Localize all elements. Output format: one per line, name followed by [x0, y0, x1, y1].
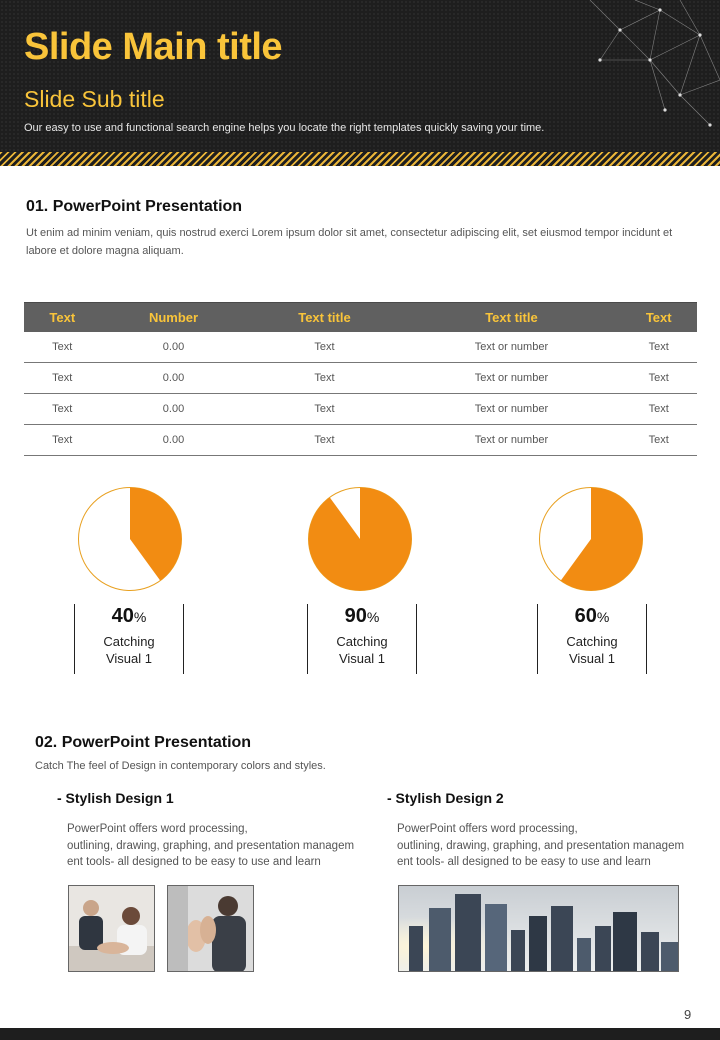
- table-cell: Text or number: [402, 394, 620, 425]
- table-cell: Text: [620, 425, 697, 456]
- table-cell: Text: [620, 363, 697, 394]
- table-cell: Text: [24, 425, 101, 456]
- table-cell: Text: [246, 425, 402, 456]
- stat-label: Catching Visual 1: [103, 634, 155, 666]
- applause-photo: [167, 885, 254, 972]
- stat-value: 60%: [574, 605, 610, 627]
- design-2-title: - Stylish Design 2: [387, 790, 504, 806]
- data-table: [24, 302, 697, 456]
- table-cell: Text or number: [402, 332, 620, 363]
- stat-label: Catching Visual 1: [566, 634, 618, 666]
- section2-subtitle: Catch The feel of Design in contemporary colors and styles.: [35, 760, 326, 772]
- design-1-body: PowerPoint offers word processing, outlining, drawing, graphing, and presentation managem ent tools- all designed to be easy to use and learn: [67, 823, 355, 868]
- table-row: [24, 425, 697, 456]
- design-1-title: - Stylish Design 1: [57, 790, 174, 806]
- stat-value: 90%: [344, 605, 380, 627]
- stat-block-3: [537, 604, 647, 674]
- page-number: 9: [684, 1007, 692, 1022]
- pie-slice: [309, 488, 412, 591]
- section1-body: Ut enim ad minim veniam, quis nostrud exerci Lorem ipsum dolor sit amet, consectetur adipiscing elit, set eiusmod tempor incidunt et labore et dolore magna aliquam.: [26, 227, 673, 257]
- table-cell: 0.00: [101, 425, 247, 456]
- table-row: [24, 363, 697, 394]
- pie-chart-3: [538, 486, 644, 592]
- section2-title: 02. PowerPoint Presentation: [35, 734, 252, 751]
- table-row: [24, 332, 697, 363]
- table-header-cell: Text title: [246, 303, 402, 332]
- header-stripe: [0, 152, 720, 166]
- table-cell: 0.00: [101, 394, 247, 425]
- design-2-body: PowerPoint offers word processing, outlining, drawing, graphing, and presentation managem ent tools- all designed to be easy to use and learn: [397, 823, 685, 868]
- city-skyline-photo: [398, 885, 679, 972]
- stat-block-2: [307, 604, 417, 674]
- business-team-photo: [68, 885, 155, 972]
- stat-block-1: [74, 604, 184, 674]
- header-banner: [0, 0, 720, 166]
- table-cell: Text: [24, 394, 101, 425]
- table-cell: 0.00: [101, 363, 247, 394]
- main-title: Slide Main title: [24, 26, 283, 68]
- sub-title: Slide Sub title: [24, 86, 165, 112]
- table-cell: Text or number: [402, 425, 620, 456]
- section1-title: 01. PowerPoint Presentation: [26, 198, 243, 215]
- table-cell: 0.00: [101, 332, 247, 363]
- pie-chart-1: [77, 486, 183, 592]
- table-cell: Text: [246, 394, 402, 425]
- table-cell: Text: [620, 332, 697, 363]
- header-description: Our easy to use and functional search engine helps you locate the right templates quickly saving your time.: [24, 122, 545, 134]
- table-header-cell: Text: [24, 303, 101, 332]
- table-row: [24, 394, 697, 425]
- stat-label: Catching Visual 1: [336, 634, 388, 666]
- table-header-row: [24, 303, 697, 332]
- table-header-cell: Text: [620, 303, 697, 332]
- network-graphic-icon: [580, 0, 720, 130]
- table-cell: Text: [24, 363, 101, 394]
- table-cell: Text: [620, 394, 697, 425]
- table-cell: Text or number: [402, 363, 620, 394]
- table-cell: Text: [246, 363, 402, 394]
- table-header-cell: Text title: [402, 303, 620, 332]
- table-cell: Text: [246, 332, 402, 363]
- stat-value: 40%: [111, 605, 147, 627]
- pie-chart-2: [307, 486, 413, 592]
- table-cell: Text: [24, 332, 101, 363]
- footer-bar: [0, 1028, 720, 1040]
- table-header-cell: Number: [101, 303, 247, 332]
